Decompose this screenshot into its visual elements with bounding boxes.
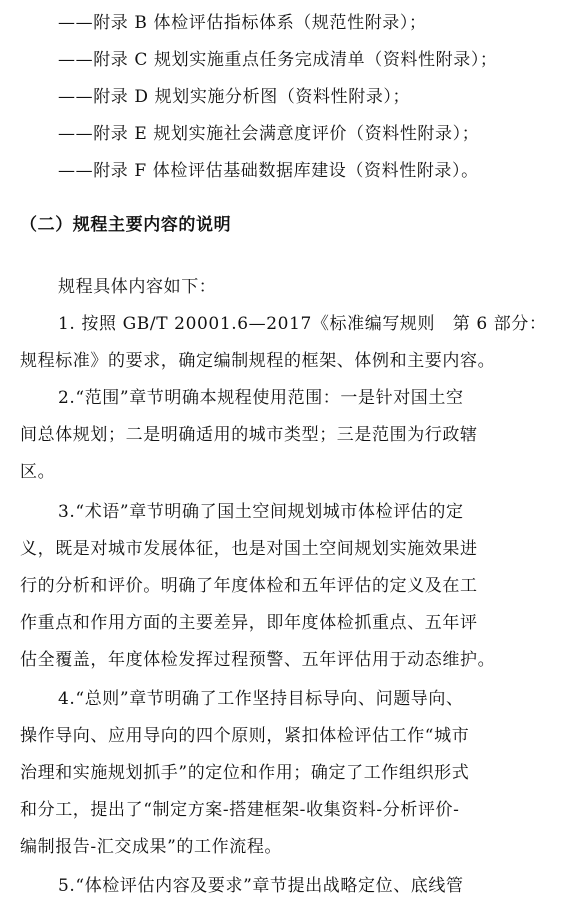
appendix-item-b: ——附录 B 体检评估指标体系（规范性附录）；	[58, 13, 427, 33]
paragraph-2-line-3: 区。	[20, 462, 56, 482]
appendix-item-d: ——附录 D 规划实施分析图（资料性附录）；	[58, 87, 411, 107]
paragraph-4-line-4: 和分工，提出了“制定方案-搭建框架-收集资料-分析评价-	[20, 800, 460, 820]
appendix-item-c: ——附录 C 规划实施重点任务完成清单（资料性附录）；	[58, 50, 498, 70]
paragraph-4-line-5: 编制报告-汇交成果”的工作流程。	[20, 837, 283, 857]
paragraph-2-line-1: 2.“范围”章节明确本规程使用范围：一是针对国土空	[58, 388, 464, 408]
paragraph-2-line-2: 间总体规划；二是明确适用的城市类型；三是范围为行政辖	[20, 425, 478, 445]
paragraph-1-line-2: 规程标准》的要求，确定编制规程的框架、体例和主要内容。	[20, 351, 496, 371]
paragraph-4-line-3: 治理和实施规划抓手”的定位和作用；确定了工作组织形式	[20, 763, 470, 783]
paragraph-1-line-1: 1. 按照 GB/T 20001.6—2017《标准编写规则 第 6 部分：	[58, 314, 547, 334]
paragraph-4-line-2: 操作导向、应用导向的四个原则，紧扣体检评估工作“城市	[20, 726, 470, 746]
paragraph-3-line-3: 行的分析和评价。明确了年度体检和五年评估的定义及在工	[20, 576, 478, 596]
paragraph-3-line-1: 3.“术语”章节明确了国土空间规划城市体检评估的定	[58, 502, 464, 522]
appendix-item-e: ——附录 E 规划实施社会满意度评价（资料性附录）；	[58, 124, 480, 144]
paragraph-5-line-1: 5.“体检评估内容及要求”章节提出战略定位、底线管	[58, 876, 464, 896]
paragraph-3-line-5: 估全覆盖，年度体检发挥过程预警、五年评估用于动态维护。	[20, 650, 496, 670]
appendix-item-f: ——附录 F 体检评估基础数据库建设（资料性附录）。	[58, 161, 479, 181]
paragraph-3-line-4: 作重点和作用方面的主要差异，即年度体检抓重点、五年评	[20, 613, 478, 633]
paragraph-4-line-1: 4.“总则”章节明确了工作坚持目标导向、问题导向、	[58, 689, 464, 709]
intro-text: 规程具体内容如下：	[58, 277, 217, 297]
paragraph-3-line-2: 义，既是对城市发展体征，也是对国土空间规划实施效果进	[20, 539, 478, 559]
section-heading: （二）规程主要内容的说明	[20, 215, 232, 235]
